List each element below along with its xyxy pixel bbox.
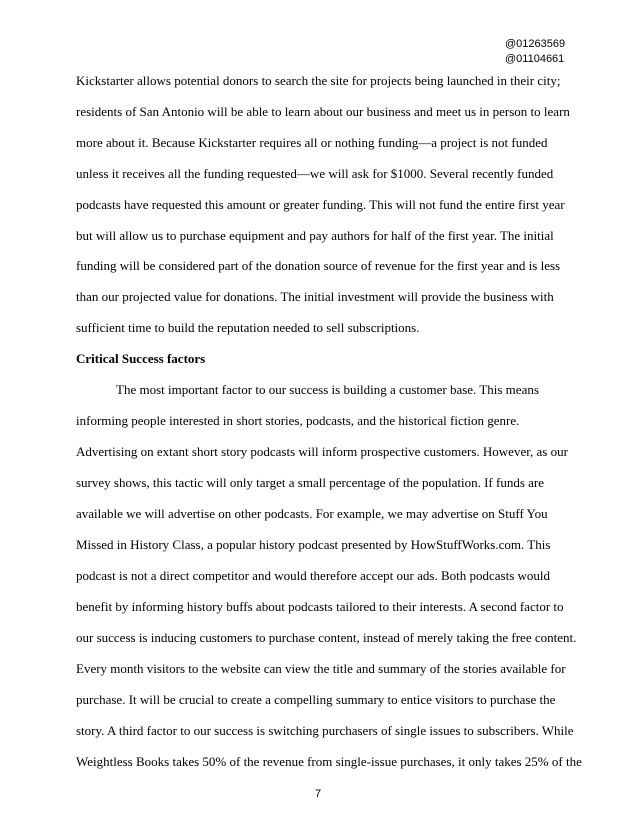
author-id-2: @01104661 <box>505 53 565 65</box>
paragraph-line: our success is inducing customers to purchase content, instead of merely taking the free content. <box>76 630 577 645</box>
paragraph-line: but will allow us to purchase equipment and pay authors for half of the first year. The initial <box>76 228 554 243</box>
author-id-1: @01263569 <box>505 38 566 50</box>
paragraph-line: The most important factor to our success is building a customer base. This means <box>116 382 539 397</box>
paragraph-line: informing people interested in short stories, podcasts, and the historical fiction genre. <box>76 413 520 428</box>
paragraph-line: survey shows, this tactic will only target a small percentage of the population. If funds are <box>76 475 544 490</box>
page-number: 7 <box>315 788 322 800</box>
section-heading: Critical Success factors <box>76 351 206 366</box>
paragraph-line: purchase. It will be crucial to create a compelling summary to entice visitors to purchase the <box>76 692 556 707</box>
paragraph-line: story. A third factor to our success is switching purchasers of single issues to subscribers. While <box>76 723 574 738</box>
paragraph-line: podcasts have requested this amount or greater funding. This will not fund the entire first year <box>76 197 565 212</box>
paragraph-line: Every month visitors to the website can view the title and summary of the stories available for <box>76 661 566 676</box>
paragraph-line: available we will advertise on other podcasts. For example, we may advertise on Stuff You <box>76 506 548 521</box>
paragraph-line: Weightless Books takes 50% of the revenue from single-issue purchases, it only takes 25% of the <box>76 754 582 769</box>
paragraph-line: podcast is not a direct competitor and would therefore accept our ads. Both podcasts would <box>76 568 551 583</box>
author-ids <box>505 37 565 67</box>
paragraph-line: unless it receives all the funding requested—we will ask for $1000. Several recently funded <box>76 166 554 181</box>
paragraph-line: sufficient time to build the reputation needed to sell subscriptions. <box>76 320 420 335</box>
paragraph-line: Advertising on extant short story podcasts will inform prospective customers. However, as our <box>76 444 568 459</box>
paragraph-line: Missed in History Class, a popular history podcast presented by HowStuffWorks.com. This <box>76 537 551 552</box>
paragraph-line: more about it. Because Kickstarter requires all or nothing funding—a project is not funded <box>76 135 548 150</box>
paragraph-line: Kickstarter allows potential donors to search the site for projects being launched in their city; <box>76 73 561 88</box>
paragraph-line: funding will be considered part of the donation source of revenue for the first year and is less <box>76 258 561 273</box>
paragraph-line: than our projected value for donations. The initial investment will provide the business with <box>76 289 554 304</box>
paragraph-line: residents of San Antonio will be able to learn about our business and meet us in person to learn <box>76 104 570 119</box>
paragraph-line: benefit by informing history buffs about podcasts tailored to their interests. A second factor to <box>76 599 564 614</box>
